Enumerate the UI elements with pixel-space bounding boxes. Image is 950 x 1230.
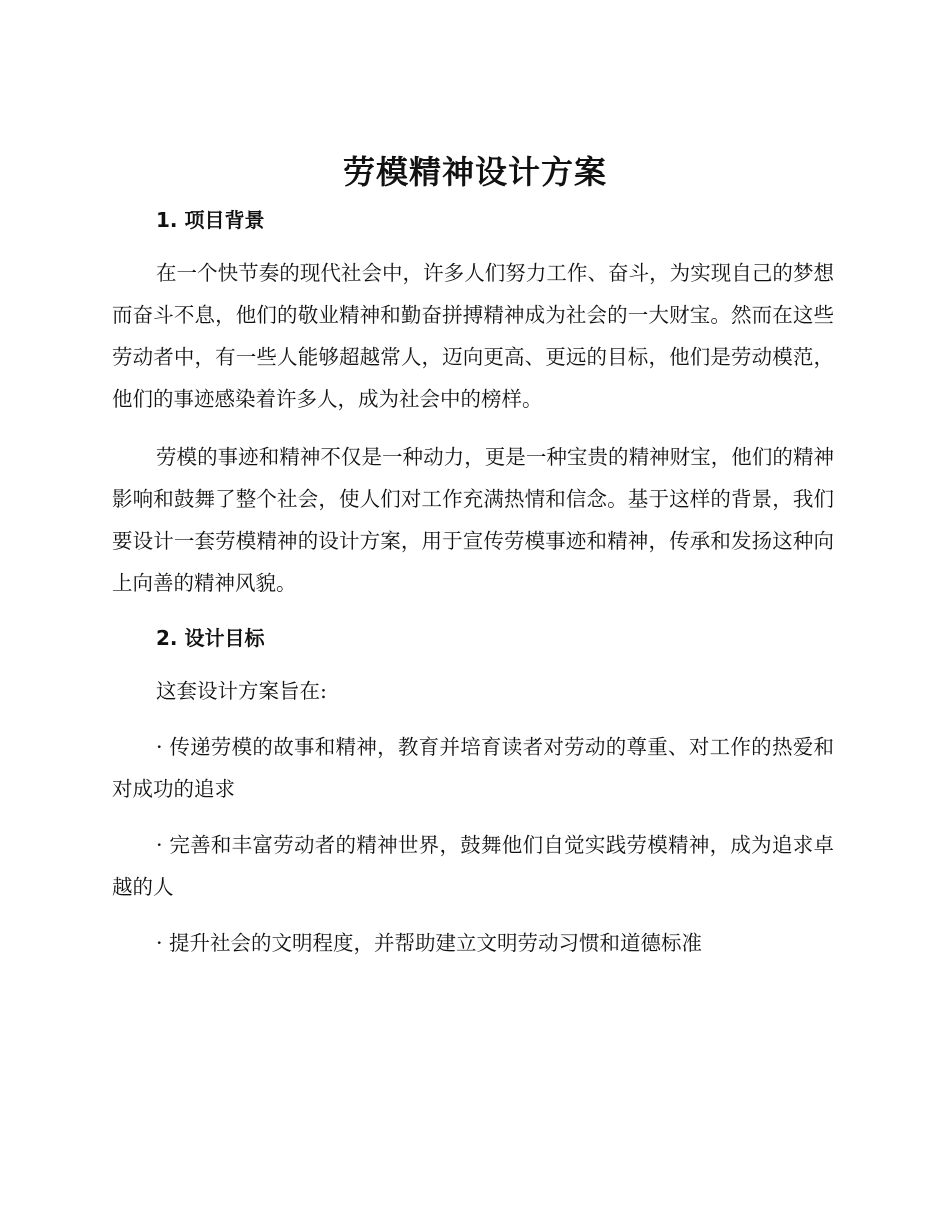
background-paragraph-2: 劳模的事迹和精神不仅是一种动力，更是一种宝贵的精神财宝，他们的精神影响和鼓舞了整个社会，使人们对工作充满热情和信念。基于这样的背景，我们要设计一套劳模精神的设计方案，用于宣传劳模事迹和精神，传承和发扬这种向上向善的精神风貌。: [112, 445, 834, 595]
goal-bullet-2: · 完善和丰富劳动者的精神世界，鼓舞他们自觉实践劳模精神，成为追求卓越的人: [112, 833, 834, 899]
goal-bullet-3: · 提升社会的文明程度，并帮助建立文明劳动习惯和道德标准: [156, 931, 703, 955]
background-paragraph-1: 在一个快节奏的现代社会中，许多人们努力工作、奋斗，为实现自己的梦想而奋斗不息，他们的敬业精神和勤奋拼搏精神成为社会的一大财宝。然而在这些劳动者中，有一些人能够超越常人，迈向更高、更远的目标，他们是劳动模范，他们的事迹感染着许多人，成为社会中的榜样。: [112, 261, 834, 411]
goal-bullet-1: · 传递劳模的故事和精神，教育并培育读者对劳动的尊重、对工作的热爱和对成功的追求: [112, 735, 834, 801]
section-heading-goals: 2. 设计目标: [156, 626, 265, 650]
goals-intro: 这套设计方案旨在:: [156, 679, 327, 703]
section-heading-background: 1. 项目背景: [156, 208, 265, 232]
page-title: 劳模精神设计方案: [342, 153, 607, 191]
